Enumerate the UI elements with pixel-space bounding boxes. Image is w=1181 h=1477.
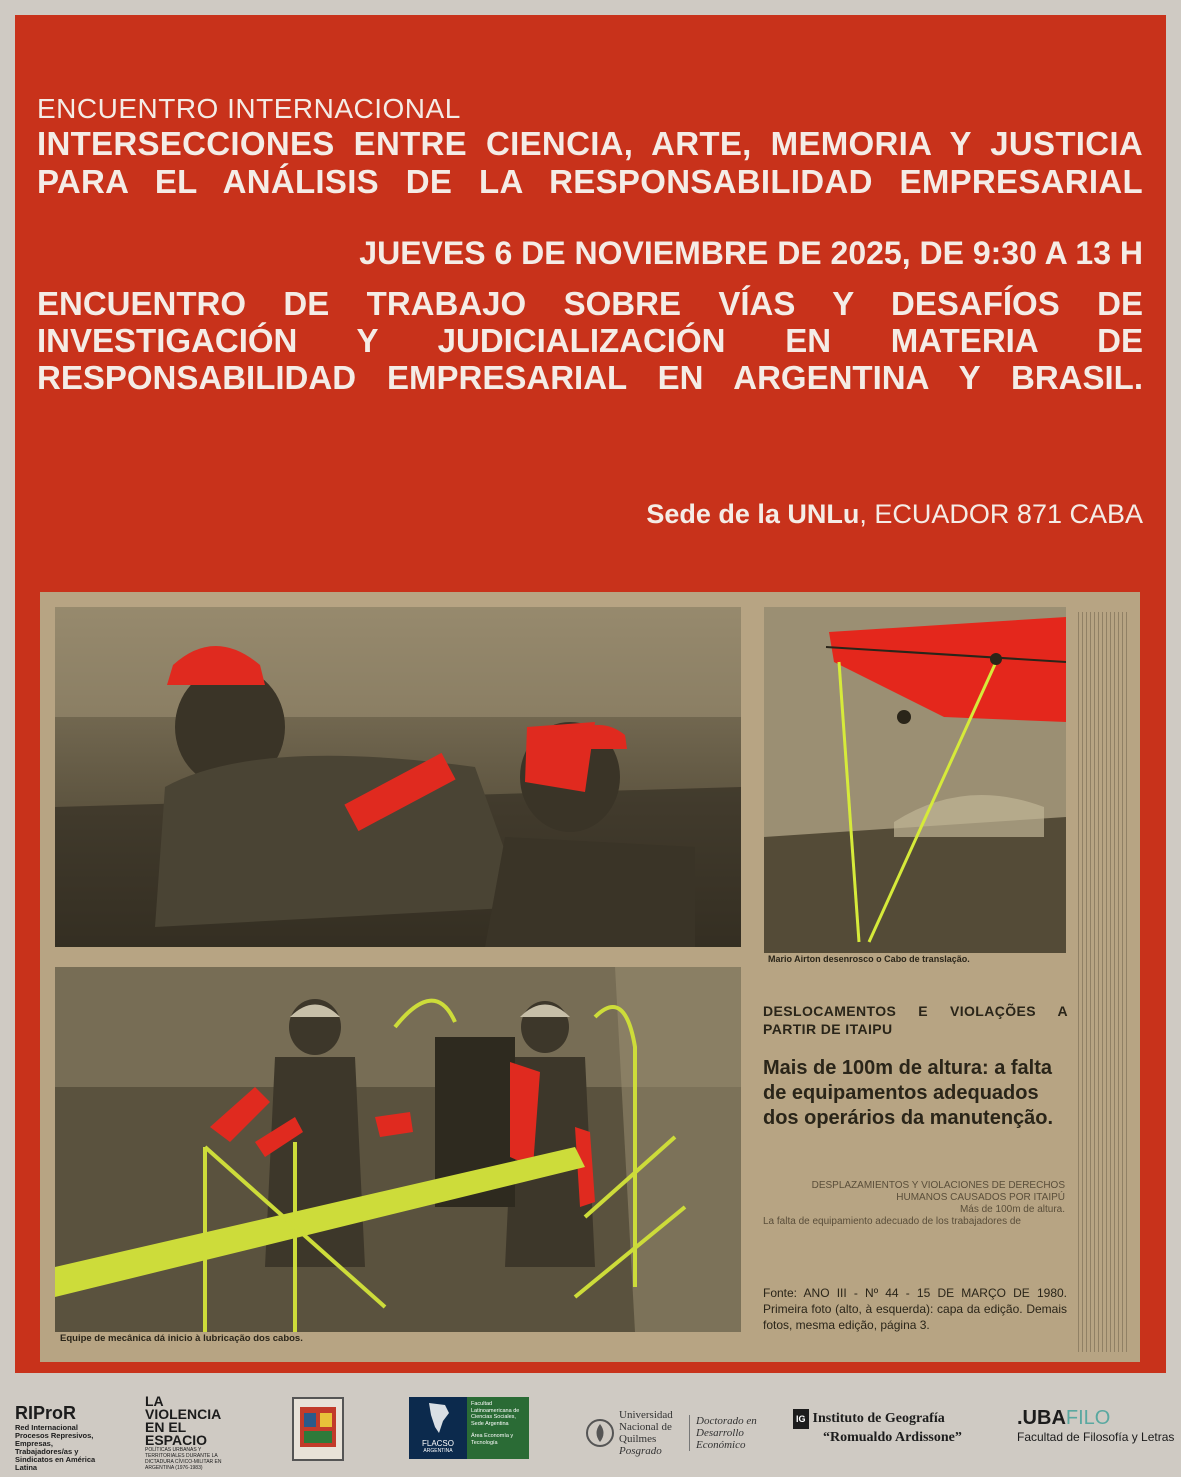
riprpr-title: RIProR xyxy=(15,1403,77,1423)
venue-name: Sede de la UNLu xyxy=(646,499,860,529)
event-date: JUEVES 6 DE NOVIEMBRE DE 2025, DE 9:30 A 13 H xyxy=(359,235,1143,271)
es-line: Más de 100m de altura. xyxy=(959,1204,1065,1215)
venue xyxy=(646,499,1143,530)
flacso-name: FLACSO xyxy=(421,1439,454,1448)
es-line: HUMANOS CAUSADOS POR ITAIPÚ xyxy=(896,1192,1065,1203)
lve-subtitle: POLÍTICAS URBANAS Y TERRITORIALES DURANTE LA DICTADURA CÍVICO-MILITAR EN ARGENTINA (1976-1983) xyxy=(145,1447,222,1471)
photo-workers-railing xyxy=(55,967,741,1332)
flacso-mark xyxy=(409,1397,467,1459)
caption-cable-photo: Mario Airton desenrosco o Cabo de translação. xyxy=(768,954,970,964)
newspaper-collage xyxy=(40,592,1140,1362)
sponsor-logos xyxy=(0,1385,1181,1477)
lve-line: LA xyxy=(145,1393,164,1409)
unlu-seal-icon xyxy=(292,1397,344,1461)
uba-faculty: Facultad de Filosofía y Letras xyxy=(1017,1430,1175,1444)
event-eyebrow: ENCUENTRO INTERNACIONAL xyxy=(37,93,461,124)
ig-badge: IG xyxy=(793,1409,809,1429)
article-title: Mais de 100m de altura: a falta de equipamentos adequados dos operários da manutenção. xyxy=(763,1057,1054,1129)
uba-filo-logo xyxy=(1017,1407,1174,1444)
venue-address: , ECUADOR 871 CABA xyxy=(859,499,1143,529)
flacso-logo xyxy=(409,1397,529,1459)
work-line: INVESTIGACIÓN Y JUDICIALIZACIÓN EN MATERIA DE xyxy=(37,322,1143,359)
article-spanish-translation xyxy=(763,1180,1065,1228)
es-line: DESPLAZAMIENTOS Y VIOLACIONES DE DERECHOS xyxy=(811,1180,1065,1191)
unq-name: Universidad Nacional de Quilmes xyxy=(619,1409,673,1445)
work-line: ENCUENTRO DE TRABAJO SOBRE VÍAS Y DESAFÍOS DE xyxy=(37,285,1143,322)
work-session-title xyxy=(37,285,1143,396)
instituto-geografia-logo xyxy=(793,1409,962,1447)
photo-workers-helmets xyxy=(55,607,741,947)
lve-line: VIOLENCIA xyxy=(145,1406,222,1422)
flacso-country: ARGENTINA xyxy=(423,1448,453,1454)
flacso-desc: Facultad Latinoamericana de Ciencias Sociales, Sede Argentina xyxy=(471,1401,520,1427)
violencia-espacio-logo xyxy=(145,1395,240,1471)
uba-mark: .UBA xyxy=(1017,1407,1066,1429)
ig-line1: Instituto de Geografía xyxy=(812,1411,945,1426)
flacso-area: Área Economía y Tecnología xyxy=(471,1433,514,1446)
unq-emblem-icon xyxy=(585,1418,615,1448)
event-title xyxy=(37,125,1143,201)
article-heading: DESLOCAMENTOS E VIOLAÇÕES A PARTIR DE ITAIPU xyxy=(763,1003,1068,1037)
filo-mark: FILO xyxy=(1065,1407,1111,1429)
article-source: Fonte: ANO III - Nº 44 - 15 DE MARÇO DE 1980. Primeira foto (alto, à esquerda): capa da edição. Demais fotos, mesma edição, página 3. xyxy=(763,1286,1067,1332)
unq-posgrado: Posgrado xyxy=(619,1445,662,1457)
vertical-fine-print xyxy=(1078,612,1130,1352)
title-line: PARA EL ANÁLISIS DE LA RESPONSABILIDAD EMPRESARIAL xyxy=(37,163,1143,200)
es-line: La falta de equipamiento adecuado de los trabajadores de xyxy=(763,1216,1021,1227)
latin-america-map-icon xyxy=(409,1397,467,1437)
title-line: INTERSECCIONES ENTRE CIENCIA, ARTE, MEMORIA Y JUSTICIA xyxy=(37,125,1143,162)
unq-text xyxy=(619,1409,681,1457)
photo-cable-red-sky xyxy=(764,607,1066,953)
lve-line: EN EL xyxy=(145,1419,187,1435)
riprpr-logo xyxy=(15,1403,105,1472)
flacso-desc-box xyxy=(467,1397,529,1459)
riprpr-subtitle: Red Internacional Procesos Represivos, Empresas, Trabajadores/as y Sindicatos en América Latina xyxy=(15,1423,96,1472)
lve-line: ESPACIO xyxy=(145,1432,207,1448)
ig-line2: “Romualdo Ardissone” xyxy=(823,1430,962,1445)
unq-logo xyxy=(585,1409,766,1457)
unq-doctorado: Doctorado en Desarrollo Económico xyxy=(689,1415,766,1451)
poster xyxy=(15,15,1166,1373)
caption-railing-photo: Equipe de mecânica dá inicio à lubricação dos cabos. xyxy=(60,1333,303,1344)
work-line: RESPONSABILIDAD EMPRESARIAL EN ARGENTINA Y BRASIL. xyxy=(37,359,1143,396)
